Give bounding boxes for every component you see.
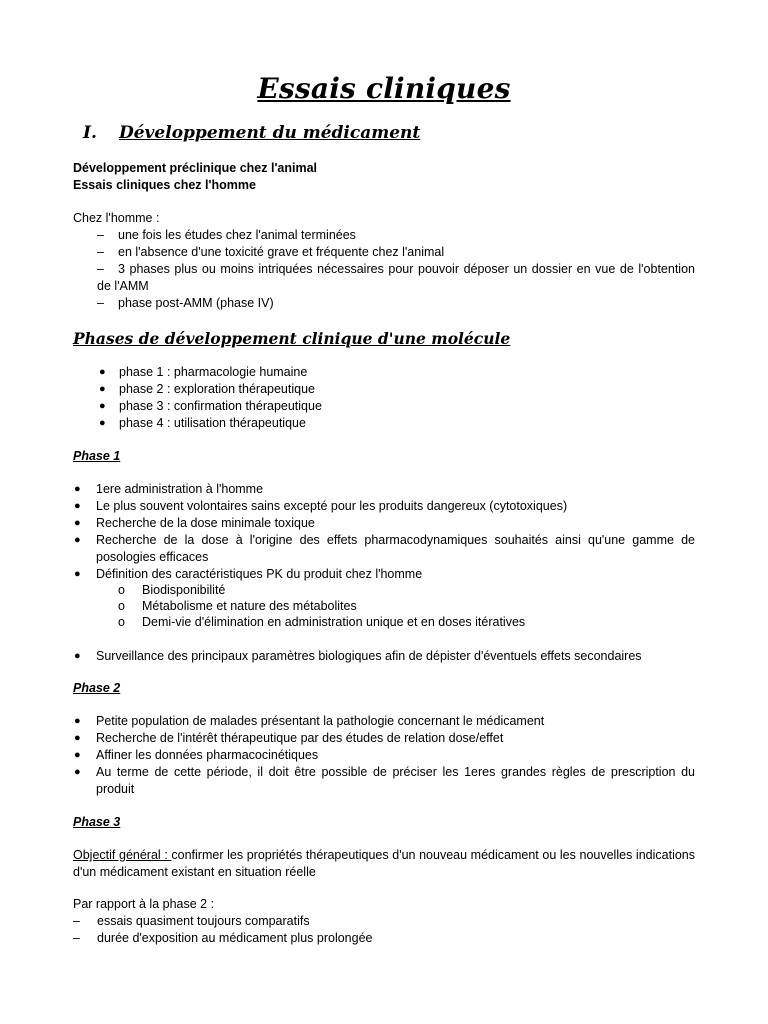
- list-item: – une fois les études chez l'animal terminées: [97, 228, 356, 242]
- objectif-text: confirmer les propriétés thérapeutiques d'un nouveau médicament ou les nouvelles indications d'un médicament existant en situation réelle: [73, 848, 695, 879]
- phases-heading: Phases de développement clinique d'une molécule: [73, 329, 511, 348]
- intro-line-1: Développement préclinique chez l'animal: [73, 161, 318, 175]
- phase1-heading: Phase 1: [73, 449, 121, 463]
- chez-homme-label: Chez l'homme :: [73, 211, 160, 225]
- list-item: ● Le plus souvent volontaires sains excepté pour les produits dangereux (cytotoxiques): [74, 499, 568, 513]
- list-item: ● 1ere administration à l'homme: [74, 482, 264, 496]
- rapport-label: Par rapport à la phase 2 :: [73, 897, 215, 911]
- section-number: I.: [83, 123, 97, 143]
- section-heading-1: [83, 123, 420, 143]
- list-item: ● Affiner les données pharmacocinétiques: [74, 748, 319, 762]
- phase3-heading: Phase 3: [73, 815, 121, 829]
- section-title: Développement du médicament: [119, 123, 421, 143]
- objectif-label: Objectif général :: [73, 848, 172, 862]
- list-item: ● Petite population de malades présentant la pathologie concernant le médicament: [74, 714, 545, 728]
- list-item: ● Au terme de cette période, il doit être possible de préciser les 1eres grandes règles de prescription du produit: [74, 765, 695, 796]
- list-item: ● phase 4 : utilisation thérapeutique: [99, 416, 306, 430]
- sub-list-item: o Métabolisme et nature des métabolites: [118, 599, 357, 613]
- list-item: – 3 phases plus ou moins intriquées nécessaires pour pouvoir déposer un dossier en vue de l'obtention de l'AMM: [97, 262, 695, 293]
- list-item: ● Définition des caractéristiques PK du produit chez l'homme: [74, 567, 423, 581]
- list-item: ● phase 3 : confirmation thérapeutique: [99, 399, 322, 413]
- list-item: ● Recherche de la dose minimale toxique: [74, 516, 315, 530]
- list-item: – essais quasiment toujours comparatifs: [73, 914, 310, 928]
- list-item: – durée d'exposition au médicament plus prolongée: [73, 931, 373, 945]
- page-title: Essais cliniques: [257, 72, 511, 105]
- list-item: ● Recherche de l'intérêt thérapeutique par des études de relation dose/effet: [74, 731, 504, 745]
- phase2-heading: Phase 2: [73, 681, 121, 695]
- list-item: – en l'absence d'une toxicité grave et fréquente chez l'animal: [97, 245, 445, 259]
- sub-list-item: o Demi-vie d'élimination en administration unique et en doses itératives: [118, 615, 526, 629]
- list-item: ● phase 1 : pharmacologie humaine: [99, 365, 308, 379]
- list-item: ● phase 2 : exploration thérapeutique: [99, 382, 315, 396]
- objectif-paragraph: [73, 847, 695, 881]
- list-item: ● Recherche de la dose à l'origine des effets pharmacodynamiques souhaités ainsi qu'une gamme de posologies efficaces: [74, 533, 695, 564]
- sub-list-item: o Biodisponibilité: [118, 583, 226, 597]
- intro-line-2: Essais cliniques chez l'homme: [73, 178, 256, 192]
- list-item: – phase post-AMM (phase IV): [97, 296, 274, 310]
- list-item: ● Surveillance des principaux paramètres biologiques afin de dépister d'éventuels effets secondaires: [74, 649, 642, 663]
